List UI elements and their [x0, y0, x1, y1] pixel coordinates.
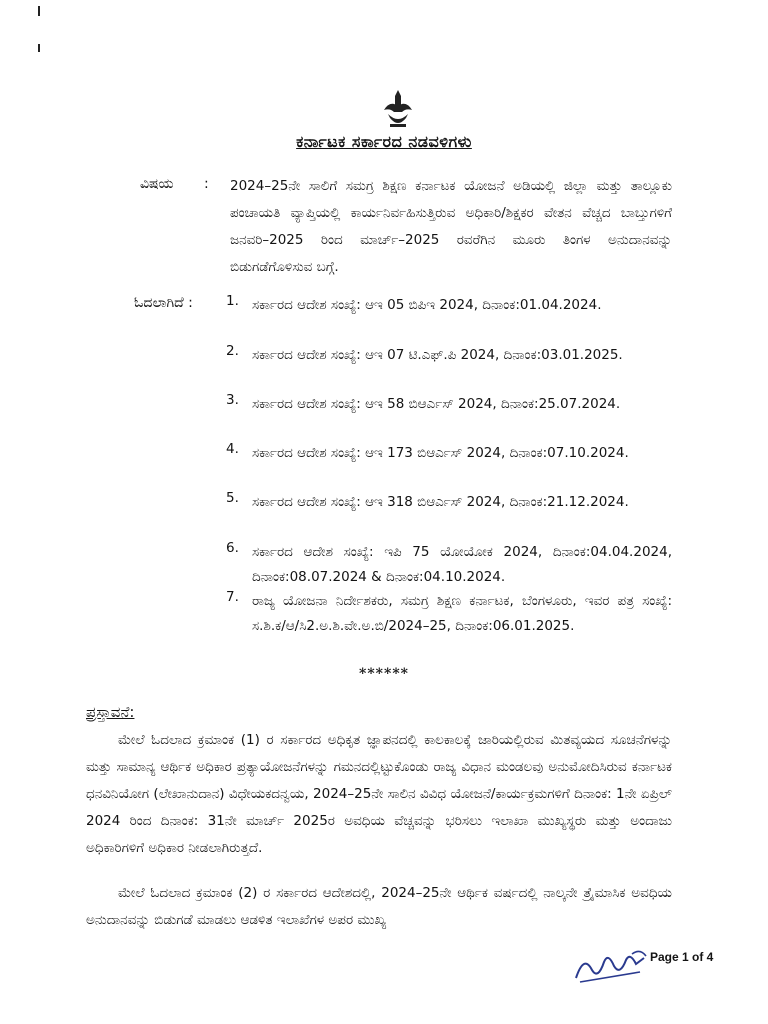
reference-text: ಸರ್ಕಾರದ ಆದೇಶ ಸಂಖ್ಯೆ: ಆಇ 05 ಬಿಪಿಇ 2024, ದಿನಾಂಕ:01.04.2024.: [252, 297, 602, 313]
page-title: ಕರ್ನಾಟಕ ಸರ್ಕಾರದ ನಡವಳಿಗಳು: [296, 132, 472, 151]
reference-text: ಸರ್ಕಾರದ ಆದೇಶ ಸಂಖ್ಯೆ: ಇಪಿ 75 ಯೋಯೋಕ 2024, ದಿನಾಂಕ:04.04.2024, ದಿನಾಂಕ:08.07.2024 & ದಿನಾಂಕ:04.10.2024.: [252, 544, 672, 585]
subject-label: ವಿಷಯ: [140, 176, 174, 192]
reference-number: 2.: [226, 343, 239, 359]
reference-number: 1.: [226, 293, 239, 309]
reference-number: 3.: [226, 392, 239, 408]
reference-text: ಸರ್ಕಾರದ ಆದೇಶ ಸಂಖ್ಯೆ: ಆಇ 07 ಟಿ.ಎಫ್.ಪಿ 2024, ದಿನಾಂಕ:03.01.2025.: [252, 347, 623, 363]
reference-number: 5.: [226, 490, 239, 506]
read-label: ಓದಲಾಗಿದೆ :: [134, 295, 193, 311]
subject-colon: :: [204, 176, 209, 192]
subject-text: 2024–25ನೇ ಸಾಲಿಗೆ ಸಮಗ್ರ ಶಿಕ್ಷಣ ಕರ್ನಾಟಕ ಯೋಜನೆ ಅಡಿಯಲ್ಲಿ ಜಿಲ್ಲಾ ಮತ್ತು ತಾಲ್ಲೂಕು ಪಂಚಾಯತಿ ವ್ಯಾಪ್ತಿಯಲ್ಲಿ ಕಾರ್ಯನಿರ್ವಹಿಸುತ್ತಿರುವ ಅಧಿಕಾರಿ/ಶಿಕ್ಷಕರ ವೇತನ ವೆಚ್ಚದ ಬಾಬ್ತುಗಳಿಗೆ ಜನವರಿ–2025 ರಿಂದ ಮಾರ್ಚ್–2025 ರವರೆಗಿನ ಮೂರು ತಿಂಗಳ ಅನುದಾನವನ್ನು ಬಿಡುಗಡೆಗೊಳಿಸುವ ಬಗ್ಗೆ.: [230, 178, 672, 275]
reference-text: ರಾಜ್ಯ ಯೋಜನಾ ನಿರ್ದೇಶಕರು, ಸಮಗ್ರ ಶಿಕ್ಷಣ ಕರ್ನಾಟಕ, ಬೆಂಗಳೂರು, ಇವರ ಪತ್ರ ಸಂಖ್ಯೆ: ಸ.ಶಿ.ಕ/ಆ/ಸಿ2.ಅ.ಶಿ.ವೇ.ಅ.ಬಿ/2024–25, ದಿನಾಂಕ:06.01.2025.: [252, 593, 672, 634]
reference-text: ಸರ್ಕಾರದ ಆದೇಶ ಸಂಖ್ಯೆ: ಆಇ 318 ಬಿಆರ್ಎಸ್ 2024, ದಿನಾಂಕ:21.12.2024.: [252, 494, 629, 510]
preamble-paragraph: ಮೇಲೆ ಓದಲಾದ ಕ್ರಮಾಂಕ (1) ರ ಸರ್ಕಾರದ ಅಧಿಕೃತ ಜ್ಞಾಪನದಲ್ಲಿ ಕಾಲಕಾಲಕ್ಕೆ ಜಾರಿಯಲ್ಲಿರುವ ಮಿತವ್ಯಯದ ಸೂಚನೆಗಳನ್ನು ಮತ್ತು ಸಾಮಾನ್ಯ ಆರ್ಥಿಕ ಅಧಿಕಾರ ಪ್ರತ್ಯಾಯೋಜನೆಗಳನ್ನು ಗಮನದಲ್ಲಿಟ್ಟುಕೊಂಡು ರಾಜ್ಯ ವಿಧಾನ ಮಂಡಲವು ಅನುಮೋದಿಸಿರುವ ಕರ್ನಾಟಕ ಧನವಿನಿಯೋಗ (ಲೇಖಾನುದಾನ) ವಿಧೇಯಕದನ್ವಯ, 2024–25ನೇ ಸಾಲಿನ ವಿವಿಧ ಯೋಜನೆ/ಕಾರ್ಯಕ್ರಮಗಳಿಗೆ ದಿನಾಂಕ: 1ನೇ ಏಪ್ರಿಲ್ 2024 ರಿಂದ ದಿನಾಂಕ: 31ನೇ ಮಾರ್ಚ್ 2025ರ ಅವಧಿಯ ವೆಚ್ಚವನ್ನು ಭರಿಸಲು ಇಲಾಖಾ ಮುಖ್ಯಸ್ಥರು ಮತ್ತು ಅಂದಾಜು ಅಧಿಕಾರಿಗಳಿಗೆ ಅಧಿಕಾರ ನೀಡಲಾಗಿರುತ್ತದೆ.: [86, 732, 672, 856]
page-number: Page 1 of 4: [650, 950, 714, 964]
reference-number: 4.: [226, 441, 239, 457]
preamble-heading: ಪ್ರಸ್ತಾವನೆ:: [86, 703, 135, 721]
government-emblem-icon: [380, 88, 416, 130]
signature: [570, 944, 660, 984]
scan-mark: [38, 6, 40, 16]
section-separator: ******: [359, 666, 409, 682]
reference-number: 7.: [226, 589, 239, 605]
reference-text: ಸರ್ಕಾರದ ಆದೇಶ ಸಂಖ್ಯೆ: ಆಇ 173 ಬಿಆರ್ಎಸ್ 2024, ದಿನಾಂಕ:07.10.2024.: [252, 445, 629, 461]
scan-mark: [38, 44, 40, 52]
preamble-paragraph-2: ಮೇಲೆ ಓದಲಾದ ಕ್ರಮಾಂಕ (2) ರ ಸರ್ಕಾರದ ಆದೇಶದಲ್ಲಿ, 2024–25ನೇ ಆರ್ಥಿಕ ವರ್ಷದಲ್ಲಿ ನಾಲ್ಕನೇ ತ್ರೈಮಾಸಿಕ ಅವಧಿಯ ಅನುದಾನವನ್ನು ಬಿಡುಗಡೆ ಮಾಡಲು ಆಡಳಿತ ಇಲಾಖೆಗಳ ಅಪರ ಮುಖ್ಯ: [86, 885, 672, 928]
reference-number: 6.: [226, 540, 239, 556]
reference-text: ಸರ್ಕಾರದ ಆದೇಶ ಸಂಖ್ಯೆ: ಆಇ 58 ಬಿಆರ್ಎಸ್ 2024, ದಿನಾಂಕ:25.07.2024.: [252, 396, 621, 412]
